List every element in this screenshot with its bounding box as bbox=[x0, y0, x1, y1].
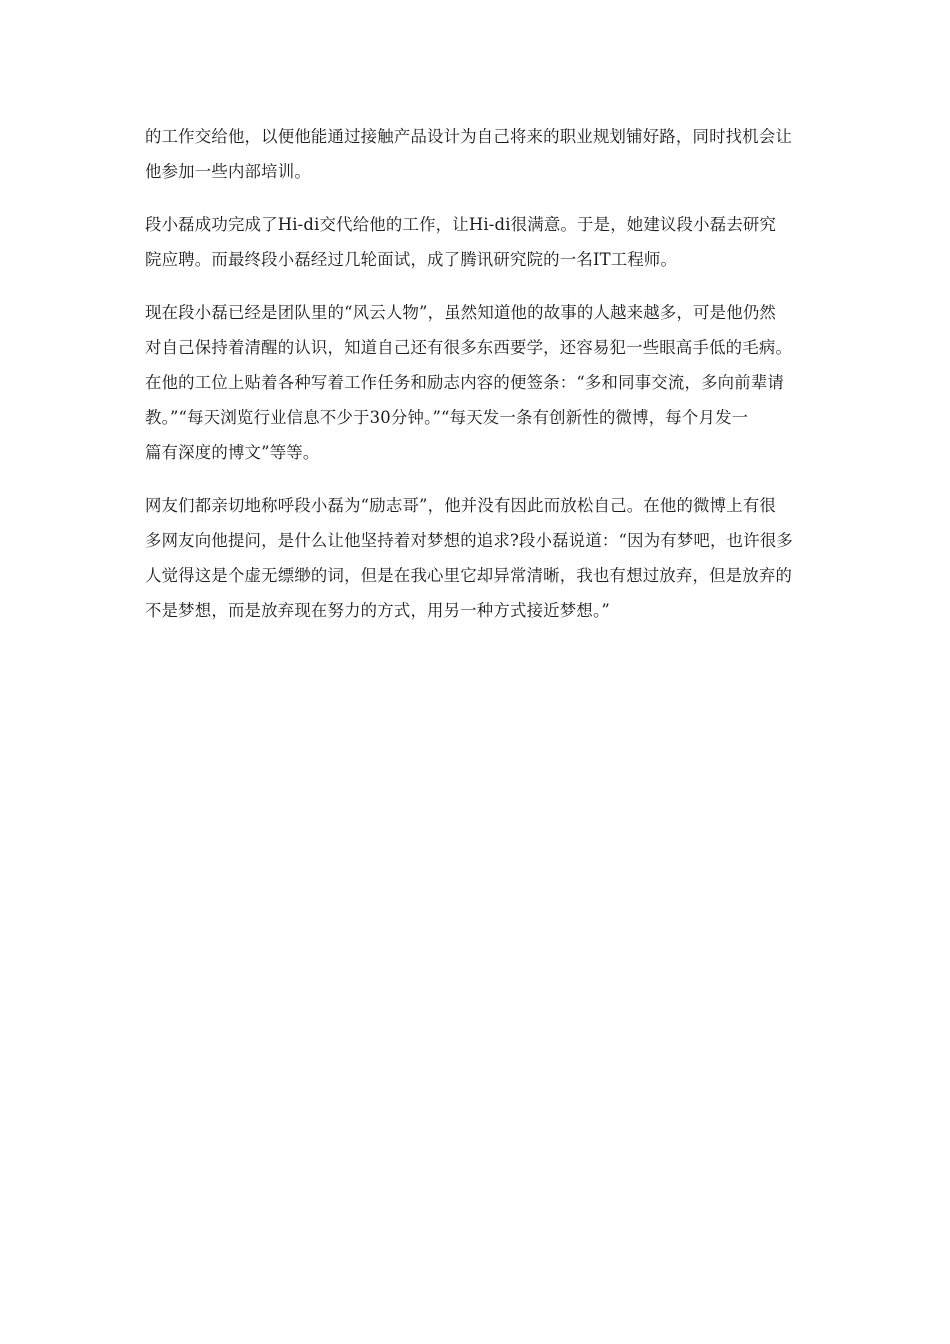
text-line: 多网友向他提问，是什么让他坚持着对梦想的追求?段小磊说道：“因为有梦吧，也许很多 bbox=[145, 531, 794, 550]
text-line: 篇有深度的博文”等等。 bbox=[145, 443, 320, 462]
text-line: 院应聘。而最终段小磊经过几轮面试，成了腾讯研究院的一名IT工程师。 bbox=[145, 250, 678, 269]
text-line: 的工作交给他，以便他能通过接触产品设计为自己将来的职业规划铺好路，同时找机会让 bbox=[145, 127, 793, 146]
paragraph-3 bbox=[145, 295, 809, 470]
text-line: 网友们都亲切地称呼段小磊为“励志哥”，他并没有因此而放松自己。在他的微博上有很 bbox=[145, 496, 777, 515]
text-line: 教。”“每天浏览行业信息不少于30分钟。”“每天发一条有创新性的微博，每个月发一 bbox=[145, 408, 749, 427]
paragraph-1 bbox=[145, 119, 809, 189]
document-body bbox=[145, 119, 809, 646]
text-line: 在他的工位上贴着各种写着工作任务和励志内容的便签条：“多和同事交流，多向前辈请 bbox=[145, 373, 785, 392]
paragraph-2 bbox=[145, 207, 809, 277]
text-line: 对自己保持着清醒的认识，知道自己还有很多东西要学，还容易犯一些眼高手低的毛病。 bbox=[145, 338, 793, 357]
text-line: 他参加一些内部培训。 bbox=[145, 162, 311, 181]
text-line: 现在段小磊已经是团队里的“风云人物”，虽然知道他的故事的人越来越多，可是他仍然 bbox=[145, 303, 777, 322]
text-line: 不是梦想，而是放弃现在努力的方式，用另一种方式接近梦想。” bbox=[145, 601, 610, 620]
text-line: 段小磊成功完成了Hi-di交代给他的工作，让Hi-di很满意。于是，她建议段小磊去研究 bbox=[145, 215, 777, 234]
text-line: 人觉得这是个虚无缥缈的词，但是在我心里它却异常清晰，我也有想过放弃，但是放弃的 bbox=[145, 566, 793, 585]
paragraph-4 bbox=[145, 488, 809, 628]
